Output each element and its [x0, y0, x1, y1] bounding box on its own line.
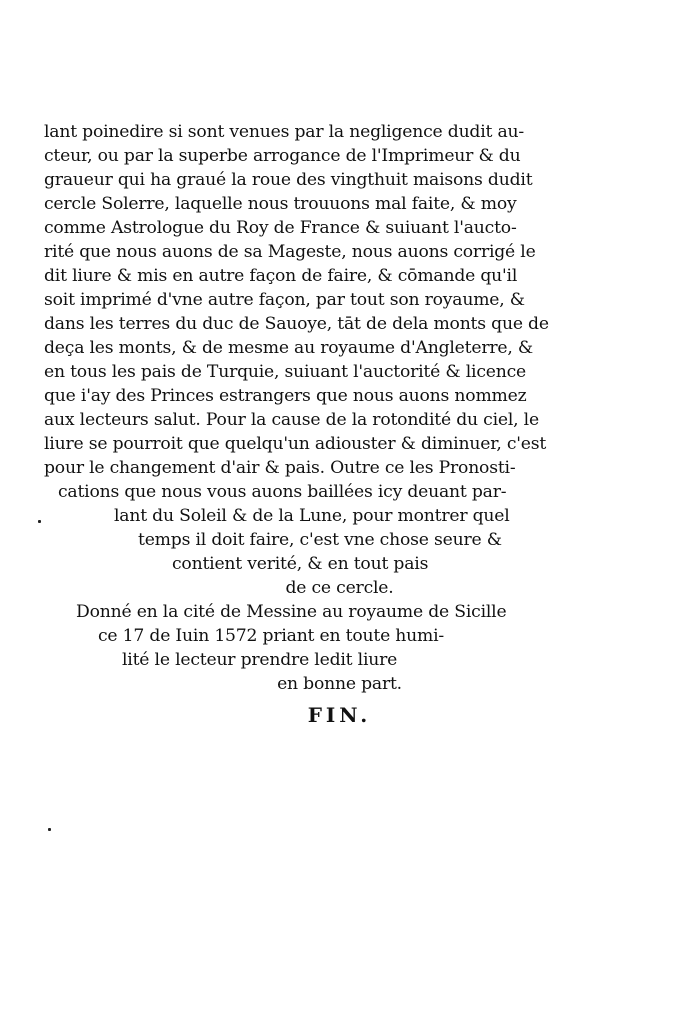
body-line: comme Astrologue du Roy de France & suiuant l'aucto-: [44, 218, 517, 238]
taper-line: de ce cercle.: [285, 578, 394, 598]
body-line: deça les monts, & de mesme au royaume d'Angleterre, &: [44, 338, 533, 358]
taper-line: lant du Soleil & de la Lune, pour montrer quel: [114, 506, 510, 526]
body-line: cercle Solerre, laquelle nous trouuons mal faite, & moy: [44, 194, 517, 214]
body-line: pour le changement d'air & pais. Outre ce les Pronosti-: [44, 458, 516, 478]
body-line: dans les terres du duc de Sauoye, tāt de dela monts que de: [44, 314, 549, 334]
body-line: en tous les pais de Turquie, suiuant l'auctorité & licence: [44, 362, 526, 382]
fin-heading: FIN.: [307, 703, 372, 727]
body-line: graueur qui ha graué la roue des vingthuit maisons dudit: [44, 170, 533, 190]
ink-speck: [38, 520, 41, 523]
taper-line: contient verité, & en tout pais: [172, 554, 429, 574]
body-line: soit imprimé d'vne autre façon, par tout son royaume, &: [44, 290, 525, 310]
body-line: lant poinedire si sont venues par la negligence dudit au-: [44, 122, 525, 142]
taper-line: cations que nous vous auons baillées icy deuant par-: [58, 482, 507, 502]
colophon-line: en bonne part.: [277, 674, 402, 694]
ink-speck: [48, 828, 51, 831]
body-line: aux lecteurs salut. Pour la cause de la rotondité du ciel, le: [44, 410, 539, 430]
taper-line: temps il doit faire, c'est vne chose seure &: [138, 530, 502, 550]
colophon-line: lité le lecteur prendre ledit liure: [122, 650, 398, 670]
body-line: que i'ay des Princes estrangers que nous auons nommez: [44, 386, 527, 406]
body-line: liure se pourroit que quelqu'un adiouster & diminuer, c'est: [44, 434, 547, 454]
body-line: dit liure & mis en autre façon de faire, & cōmande qu'il: [44, 266, 518, 286]
body-line: cteur, ou par la superbe arrogance de l'Imprimeur & du: [44, 146, 521, 166]
colophon-line: ce 17 de Iuin 1572 priant en toute humi-: [98, 626, 445, 646]
colophon-line: Donné en la cité de Messine au royaume de Sicille: [76, 602, 507, 622]
body-line: rité que nous auons de sa Mageste, nous auons corrigé le: [44, 242, 536, 262]
